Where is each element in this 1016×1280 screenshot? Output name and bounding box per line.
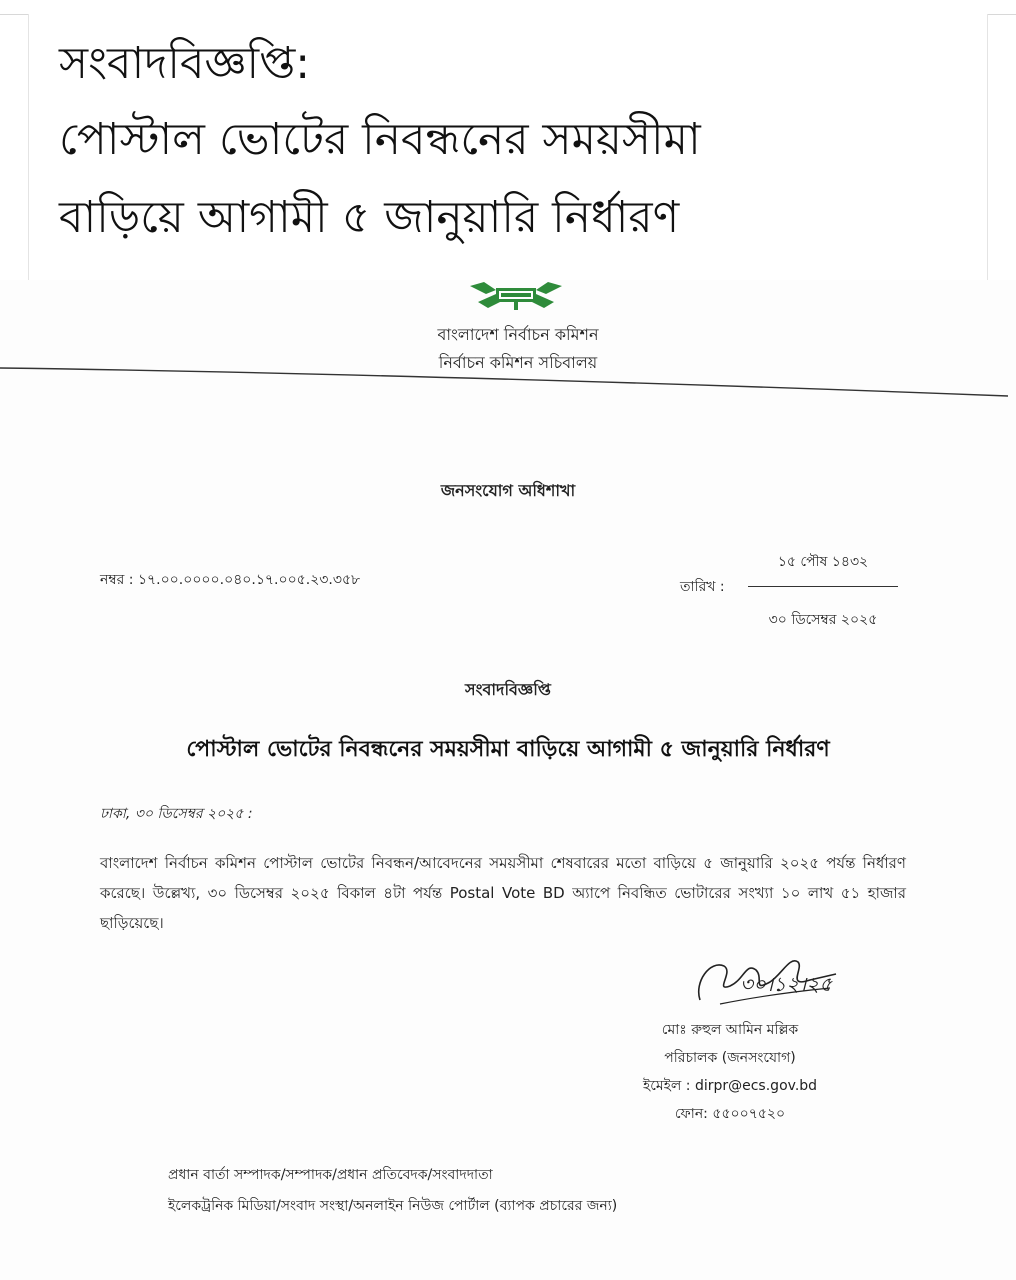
- press-release-title: পোস্টাল ভোটের নিবন্ধনের সময়সীমা বাড়িয়ে আগামী ৫ জানুয়ারি নির্ধারণ: [186, 737, 830, 762]
- headline-panel: [28, 14, 988, 280]
- press-release-document: [0, 280, 1016, 1280]
- election-commission-emblem-icon: [466, 280, 566, 312]
- signer-phone: ফোন: ৫৫০০৭৫২০: [674, 1106, 786, 1122]
- signer-name: মোঃ রুহুল আমিন মল্লিক: [661, 1022, 799, 1038]
- reference-number-label: নম্বর :: [100, 572, 134, 588]
- date-gregorian: ৩০ ডিসেম্বর ২০২৫: [768, 612, 878, 628]
- headline-line-3: বাড়িয়ে আগামী ৫ জানুয়ারি নির্ধারণ: [59, 192, 680, 243]
- recipients-line-2: ইলেকট্রনিক মিডিয়া/সংবাদ সংস্থা/অনলাইন নিউজ পোর্টাল (ব্যাপক প্রচারের জন্য): [168, 1198, 618, 1214]
- department-name: জনসংযোগ অধিশাখা: [440, 481, 576, 500]
- signature-date: ৩০।১২।২৫: [740, 972, 833, 996]
- letterhead-divider: [0, 364, 1016, 404]
- press-release-label: সংবাদবিজ্ঞপ্তি: [465, 680, 551, 699]
- dateline: ঢাকা, ৩০ ডিসেম্বর ২০২৫ :: [100, 806, 253, 822]
- headline-line-1: সংবাদবিজ্ঞপ্তি:: [59, 38, 311, 89]
- signer-email: ইমেইল : dirpr@ecs.gov.bd: [642, 1078, 818, 1094]
- recipients-line-1: প্রধান বার্তা সম্পাদক/সম্পাদক/প্রধান প্রতিবেদক/সংবাদদাতা: [168, 1167, 493, 1183]
- org-name: বাংলাদেশ নির্বাচন কমিশন: [437, 325, 599, 344]
- reference-number-value: ১৭.০০.০০০০.০৪০.১৭.০০৫.২৩.৩৫৮: [137, 572, 361, 588]
- press-release-body: বাংলাদেশ নির্বাচন কমিশন পোস্টাল ভোটের নিবন্ধন/আবেদনের সময়সীমা শেষবারের মতো বাড়িয়ে ৫ জানুয়ারি ২০২৫ পর্যন্ত নির্ধারণ করেছে। উল্লেখ্য, ৩০ ডিসেম্বর ২০২৫ বিকাল ৪টা পর্যন্ত Postal Vote BD অ্যাপে নিবন্ধিত ভোটারের সংখ্যা ১০ লাখ ৫১ হাজার ছাড়িয়েছে।: [100, 854, 906, 932]
- date-divider: [748, 586, 898, 587]
- reference-number: [100, 568, 360, 592]
- signer-designation: পরিচালক (জনসংযোগ): [664, 1050, 796, 1066]
- org-secretariat: নির্বাচন কমিশন সচিবালয়: [438, 353, 598, 372]
- date-bangla: ১৫ পৌষ ১৪৩২: [777, 554, 869, 570]
- headline-line-2: পোস্টাল ভোটের নিবন্ধনের সময়সীমা: [59, 114, 701, 165]
- date-label: তারিখ :: [680, 579, 725, 595]
